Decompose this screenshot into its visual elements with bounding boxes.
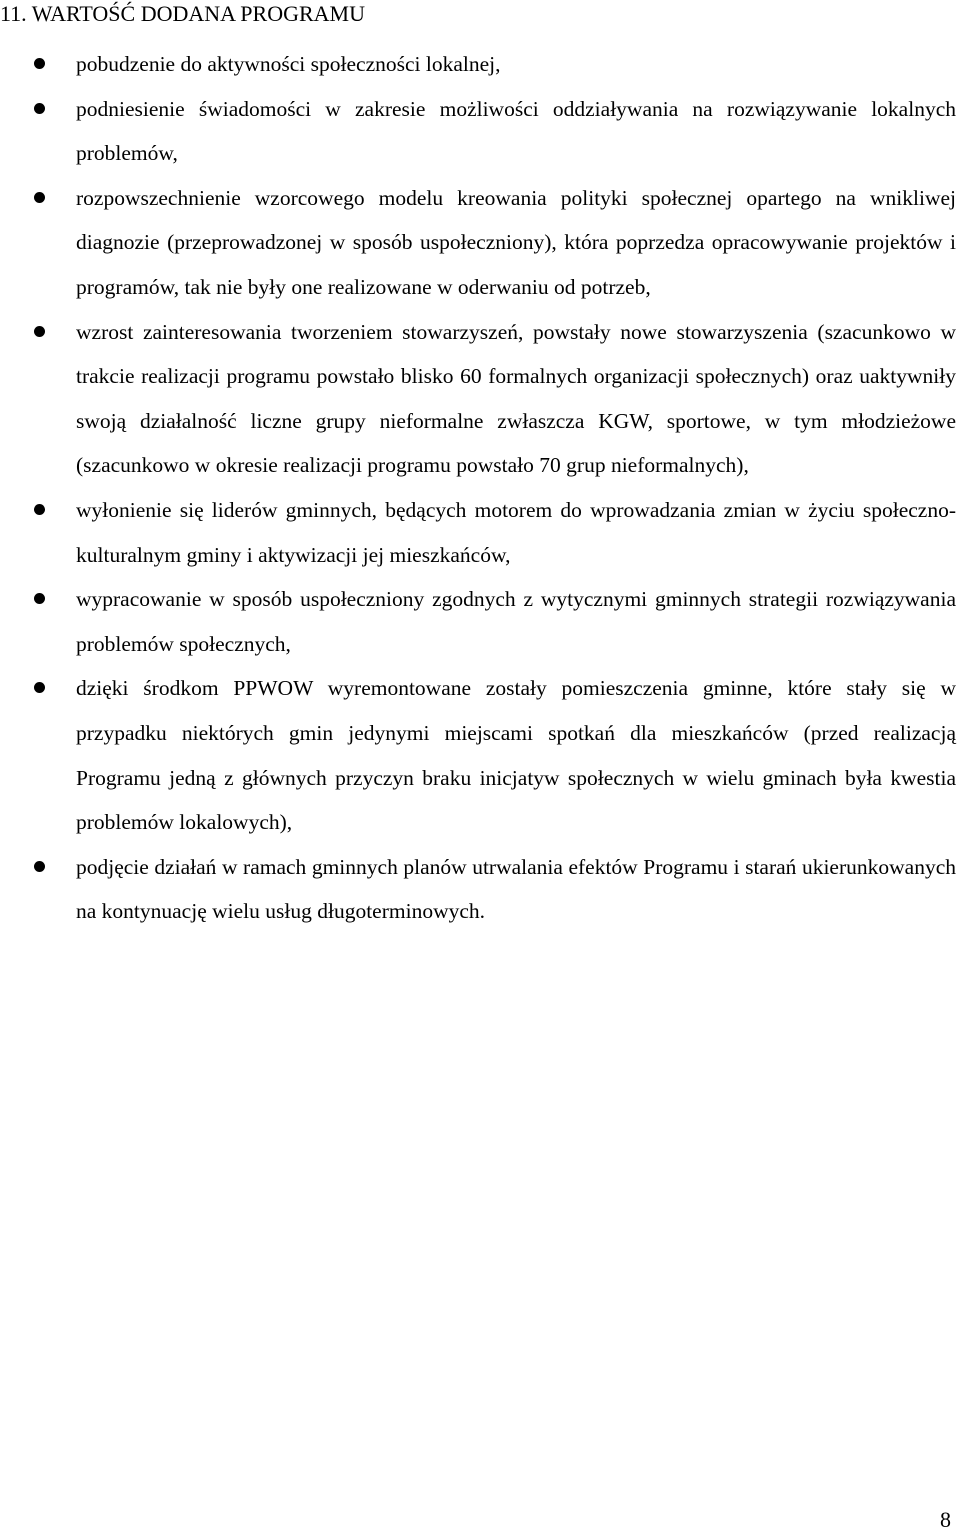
bullet-icon <box>34 593 45 604</box>
list-item <box>0 87 960 176</box>
list-item-text: wypracowanie w sposób uspołeczniony zgodnych z wytycznymi gminnych strategii rozwiązywania problemów społecznych, <box>76 587 956 656</box>
list-item-text: podniesienie świadomości w zakresie możliwości oddziaływania na rozwiązywanie lokalnych problemów, <box>76 96 956 166</box>
bullet-icon <box>34 103 45 114</box>
list-item <box>0 488 960 577</box>
list-item <box>0 845 960 934</box>
bullet-icon <box>34 326 45 337</box>
list-item <box>0 42 960 87</box>
list-item-text: wyłonienie się liderów gminnych, będących motorem do wprowadzania zmian w życiu społeczno-kulturalnym gminy i aktywizacji jej mieszkańców, <box>76 497 956 567</box>
list-item-text: wzrost zainteresowania tworzeniem stowarzyszeń, powstały nowe stowarzyszenia (szacunkowo w trakcie realizacji programu powstało blisko 60 formalnych organizacji społecznych) oraz uaktywniły swoją działalność liczne grupy nieformalne zwłaszcza KGW, sportowe, w tym młodzieżowe (szacunkowo w okresie realizacji programu powstało 70 grup nieformalnych), <box>76 319 956 478</box>
list-item <box>0 310 960 488</box>
list-item <box>0 577 960 666</box>
list-item <box>0 666 960 844</box>
bullet-icon <box>34 861 45 872</box>
section-heading: 11. WARTOŚĆ DODANA PROGRAMU <box>0 1 365 26</box>
list-item-text: pobudzenie do aktywności społeczności lokalnej, <box>76 52 501 76</box>
list-item-text: rozpowszechnienie wzorcowego modelu kreowania polityki społecznej opartego na wnikliwej diagnozie (przeprowadzonej w sposób uspołeczniony), która poprzedza opracowywanie projektów i programów, tak nie były one realizowane w oderwaniu od potrzeb, <box>76 185 956 299</box>
bullet-icon <box>34 192 45 203</box>
bullet-icon <box>34 682 45 693</box>
list-item-text: podjęcie działań w ramach gminnych planów utrwalania efektów Programu i starań ukierunkowanych na kontynuację wielu usług długoterminowych. <box>76 854 956 924</box>
page-number: 8 <box>940 1507 951 1532</box>
list-item-text: dzięki środkom PPWOW wyremontowane zostały pomieszczenia gminne, które stały się w przypadku niektórych gmin jedynymi miejscami spotkań dla mieszkańców (przed realizacją Programu jedną z głównych przyczyn braku inicjatyw społecznych w wielu gminach była kwestia problemów lokalowych), <box>76 676 956 835</box>
bullet-icon <box>34 58 45 69</box>
bullet-icon <box>34 504 45 515</box>
value-added-list <box>0 42 960 934</box>
list-item <box>0 176 960 310</box>
